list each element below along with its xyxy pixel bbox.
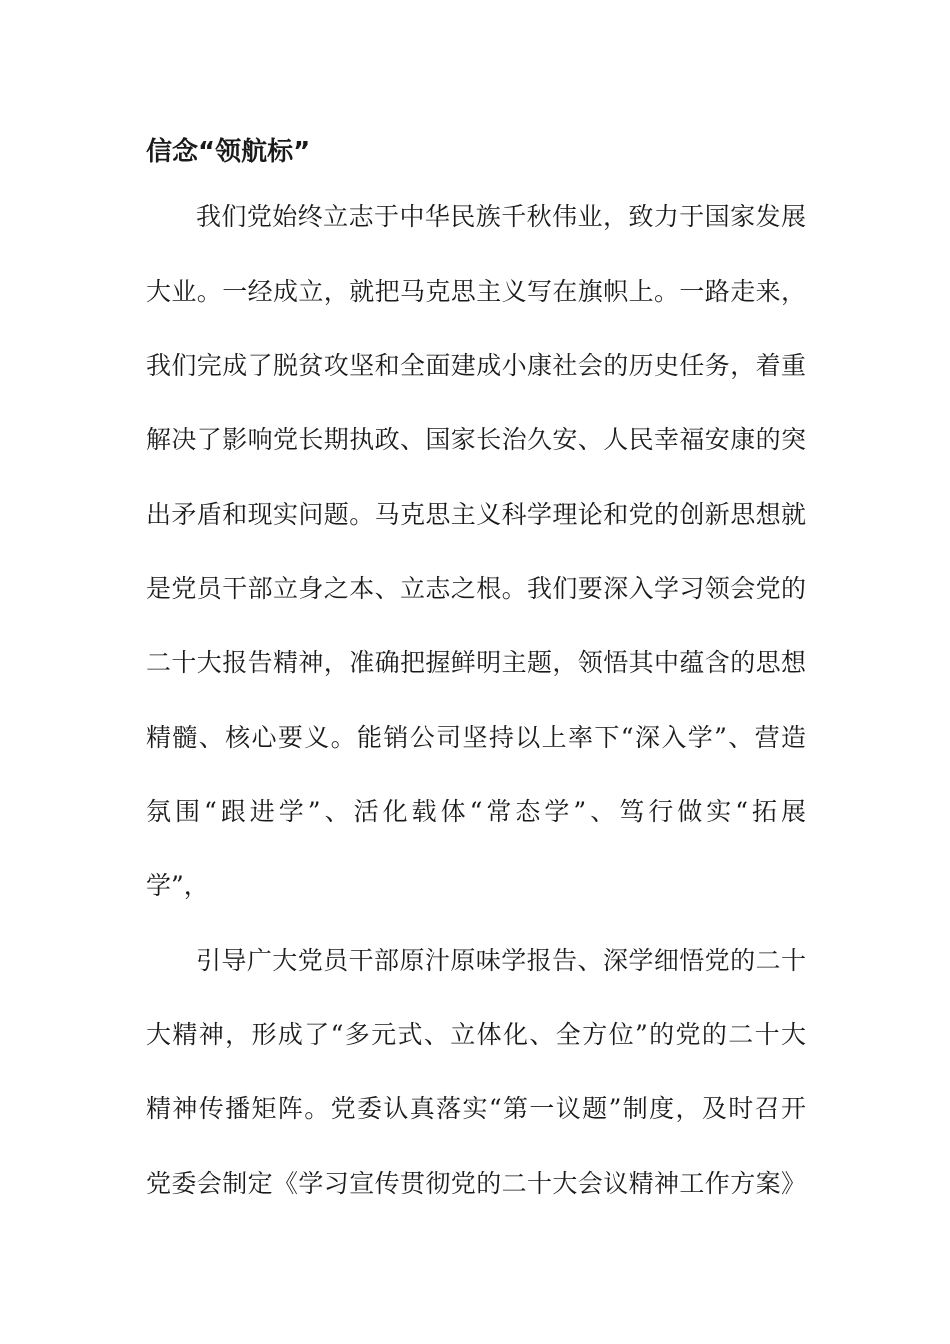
- paragraph-line: 我们完成了脱贫攻坚和全面建成小康社会的历史任务，着重: [146, 351, 806, 380]
- paragraph-line: 精髓、核心要义。能销公司坚持以上率下“深入学”、营造: [146, 723, 806, 752]
- paragraph-line: 精神传播矩阵。党委认真落实“第一议题”制度，及时召开: [146, 1094, 806, 1123]
- paragraph-line: 学”，: [146, 871, 209, 900]
- paragraph-line: 是党员干部立身之本、立志之根。我们要深入学习领会党的: [146, 574, 806, 603]
- paragraph-line: 二十大报告精神，准确把握鲜明主题，领悟其中蕴含的思想: [146, 648, 806, 677]
- paragraph-line: 大精神，形成了“多元式、立体化、全方位”的党的二十大: [146, 1020, 806, 1049]
- section-heading: 信念“领航标”: [146, 137, 311, 167]
- paragraph-line: 氛围“跟进学”、活化载体“常态学”、笃行做实“拓展: [146, 797, 806, 826]
- paragraph-line: 出矛盾和现实问题。马克思主义科学理论和党的创新思想就: [146, 500, 806, 529]
- paragraph-line: 引导广大党员干部原汁原味学报告、深学细悟党的二十: [196, 946, 806, 975]
- paragraph-line: 我们党始终立志于中华民族千秋伟业，致力于国家发展: [196, 202, 806, 231]
- paragraph-line: 解决了影响党长期执政、国家长治久安、人民幸福安康的突: [146, 425, 806, 454]
- paragraph-line: 党委会制定《学习宣传贯彻党的二十大会议精神工作方案》: [146, 1169, 806, 1198]
- paragraph-line: 大业。一经成立，就把马克思主义写在旗帜上。一路走来，: [146, 277, 806, 306]
